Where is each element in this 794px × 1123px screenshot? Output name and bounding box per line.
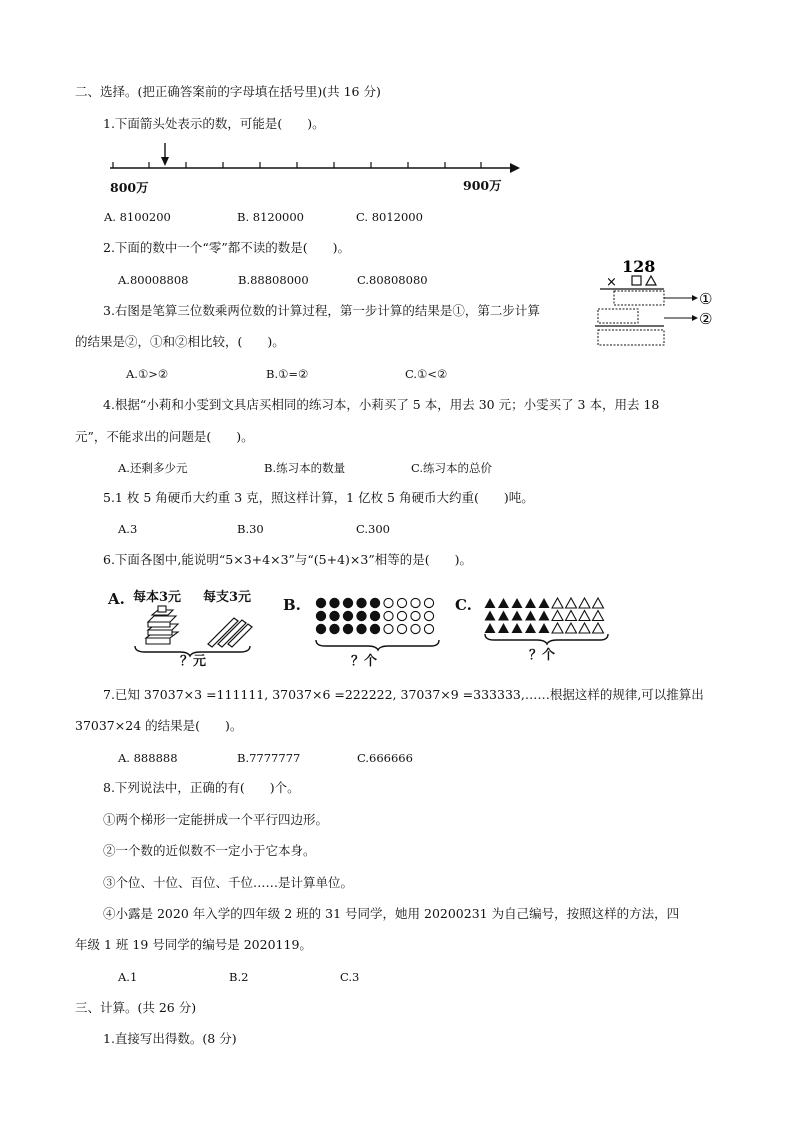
q6-fig-c-label[interactable]: C. — [455, 596, 472, 614]
filled-triangle — [525, 598, 536, 608]
q6-fig-a-bottom: ？元 — [180, 654, 207, 669]
filled-dot — [356, 598, 366, 608]
q1-stem: 1.下面箭头处表示的数，可能是( )。 — [103, 116, 325, 131]
hollow-triangle — [552, 611, 563, 621]
q2-option-a[interactable]: A.80008808 — [118, 273, 189, 287]
filled-dot — [329, 598, 339, 608]
filled-triangle — [498, 623, 509, 633]
q6-fig-a-text1: 每本3元 — [133, 590, 182, 605]
filled-triangle — [512, 598, 523, 608]
filled-triangle — [525, 611, 536, 621]
filled-dot — [370, 598, 380, 608]
fig-triangle-digit — [646, 276, 656, 285]
q3-stem-line2: 的结果是②，①和②相比较，( )。 — [75, 334, 285, 349]
filled-dot — [343, 598, 353, 608]
hollow-dot — [384, 598, 393, 607]
q8-option-a[interactable]: A.1 — [118, 970, 138, 984]
hollow-dots-grid — [384, 598, 434, 633]
filled-dot — [316, 611, 326, 621]
q8-statement-4-line1: ④小露是 2020 年入学的四年级 2 班的 31 号同学，她用 20200231 为自己编号，按照这样的方法，四 — [103, 906, 680, 921]
filled-dot — [370, 611, 380, 621]
hollow-triangles-grid — [552, 598, 604, 633]
hollow-dot — [411, 624, 420, 633]
hollow-triangle — [593, 611, 604, 621]
q3-option-b[interactable]: B.①=② — [266, 367, 309, 381]
q5-option-a[interactable]: A.3 — [118, 522, 138, 536]
hollow-triangle — [552, 598, 563, 608]
q7-option-c[interactable]: C.666666 — [357, 751, 413, 765]
q4-stem-line2: 元”，不能求出的问题是( )。 — [75, 429, 254, 444]
q6-fig-b-bottom: ？个 — [351, 654, 378, 669]
q6-stem: 6.下面各图中,能说明“5×3+4×3”与“(5+4)×3”相等的是( )。 — [103, 552, 473, 567]
hollow-triangle — [566, 598, 577, 608]
hollow-triangle — [566, 623, 577, 633]
axis-label-right: 900万 — [463, 178, 502, 193]
q6-fig-b-drawing — [313, 596, 453, 656]
q4-option-b[interactable]: B.练习本的数量 — [264, 461, 346, 475]
hollow-dot — [424, 611, 433, 620]
fig-box-step2 — [598, 309, 638, 323]
fig-square-digit — [632, 276, 641, 285]
book-stack-icon — [146, 606, 178, 644]
q8-statement-1: ①两个梯形一定能拼成一个平行四边形。 — [103, 812, 329, 827]
filled-dot — [329, 624, 339, 634]
hollow-dot — [384, 611, 393, 620]
q5-option-b[interactable]: B.30 — [237, 522, 264, 536]
q8-option-c[interactable]: C.3 — [340, 970, 360, 984]
filled-dot — [329, 611, 339, 621]
q5-option-c[interactable]: C.300 — [356, 522, 390, 536]
q6-fig-c-drawing — [482, 594, 622, 654]
filled-triangle — [525, 623, 536, 633]
arrow-right-icon — [692, 295, 698, 301]
hollow-dot — [424, 598, 433, 607]
number-line-ticks — [113, 162, 481, 168]
q8-statement-4-line2: 年级 1 班 19 号同学的编号是 2020119。 — [75, 937, 312, 952]
filled-triangle — [539, 623, 550, 633]
filled-triangle — [498, 611, 509, 621]
filled-dot — [316, 598, 326, 608]
section-3-sub-1: 1.直接写出得数。(8 分) — [103, 1031, 237, 1046]
section-2-title: 二、选择。(把正确答案前的字母填在括号里)(共 16 分) — [75, 84, 381, 99]
q6-fig-a-drawing — [130, 608, 270, 658]
q1-option-a[interactable]: A. 8100200 — [104, 210, 171, 224]
q5-stem: 5.1 枚 5 角硬币大约重 3 克，照这样计算，1 亿枚 5 角硬币大约重( )吨。 — [103, 490, 534, 505]
fig-mark-1: ① — [699, 290, 713, 308]
hollow-dot — [397, 611, 406, 620]
q8-statement-2: ②一个数的近似数不一定小于它本身。 — [103, 843, 316, 858]
q1-option-b[interactable]: B. 8120000 — [237, 210, 304, 224]
hollow-triangle — [579, 623, 590, 633]
hollow-triangle — [593, 623, 604, 633]
filled-dot — [356, 611, 366, 621]
pencils-icon — [208, 618, 252, 647]
filled-dot — [343, 624, 353, 634]
filled-triangle — [498, 598, 509, 608]
hollow-dot — [411, 598, 420, 607]
q8-option-b[interactable]: B.2 — [229, 970, 249, 984]
fig-box-step1 — [614, 291, 664, 305]
hollow-triangle — [552, 623, 563, 633]
filled-triangle — [485, 623, 496, 633]
q6-fig-a-text2: 每支3元 — [203, 590, 252, 605]
fig-box-result — [598, 330, 664, 345]
filled-triangle — [485, 611, 496, 621]
filled-triangle — [485, 598, 496, 608]
filled-triangle — [539, 611, 550, 621]
down-arrow-icon — [161, 143, 169, 166]
fig-times-sign: × — [606, 275, 617, 290]
filled-dots-grid — [316, 598, 380, 634]
axis-label-left: 800万 — [110, 180, 149, 195]
q6-fig-a-label[interactable]: A. — [108, 590, 125, 608]
q2-stem: 2.下面的数中一个“零”都不读的数是( )。 — [103, 240, 350, 255]
hollow-dot — [424, 624, 433, 633]
filled-triangles-grid — [485, 598, 550, 633]
q2-option-c[interactable]: C.80808080 — [357, 273, 428, 287]
q1-option-c[interactable]: C. 8012000 — [356, 210, 423, 224]
q4-stem-line1: 4.根据“小莉和小雯到文具店买相同的练习本，小莉买了 5 本，用去 30 元；小雯买了 3 本，用去 18 — [103, 397, 660, 412]
q3-option-a[interactable]: A.①>② — [126, 367, 169, 381]
filled-triangle — [512, 623, 523, 633]
section-3-title: 三、计算。(共 26 分) — [75, 1000, 197, 1015]
q4-option-c[interactable]: C.练习本的总价 — [411, 461, 493, 475]
filled-dot — [316, 624, 326, 634]
q8-stem: 8.下列说法中，正确的有( )个。 — [103, 780, 300, 795]
hollow-dot — [397, 624, 406, 633]
fig-top-number: 128 — [622, 257, 656, 276]
arrow-right-icon-2 — [692, 315, 698, 321]
hollow-dot — [384, 624, 393, 633]
filled-dot — [343, 611, 353, 621]
hollow-triangle — [566, 611, 577, 621]
q6-fig-b-brace — [316, 640, 439, 650]
filled-triangle — [539, 598, 550, 608]
q6-fig-c-bottom: ？个 — [529, 648, 556, 663]
q7-stem-line2: 37037×24 的结果是( )。 — [75, 718, 243, 733]
q7-stem-line1: 7.已知 37037×3 =111111, 37037×6 =222222, 37037×9 =333333,……根据这样的规律,可以推算出 — [103, 687, 704, 702]
q3-option-c[interactable]: C.①<② — [405, 367, 448, 381]
q3-stem-line1: 3.右图是笔算三位数乘两位数的计算过程，第一步计算的结果是①，第二步计算 — [103, 303, 540, 318]
filled-dot — [356, 624, 366, 634]
q6-fig-c-brace — [485, 634, 608, 644]
filled-dot — [370, 624, 380, 634]
number-line-arrowhead — [510, 163, 520, 173]
hollow-triangle — [579, 598, 590, 608]
fig-mark-2: ② — [699, 310, 713, 328]
q4-option-a[interactable]: A.还剩多少元 — [118, 461, 188, 475]
q7-option-a[interactable]: A. 888888 — [118, 751, 178, 765]
multiplication-figure — [592, 256, 722, 356]
hollow-triangle — [579, 611, 590, 621]
hollow-triangle — [593, 598, 604, 608]
hollow-dot — [411, 611, 420, 620]
hollow-dot — [397, 598, 406, 607]
q7-option-b[interactable]: B.7777777 — [237, 751, 301, 765]
q8-statement-3: ③个位、十位、百位、千位……是计算单位。 — [103, 875, 354, 890]
filled-triangle — [512, 611, 523, 621]
q6-fig-b-label[interactable]: B. — [283, 596, 301, 614]
q2-option-b[interactable]: B.88808000 — [238, 273, 309, 287]
